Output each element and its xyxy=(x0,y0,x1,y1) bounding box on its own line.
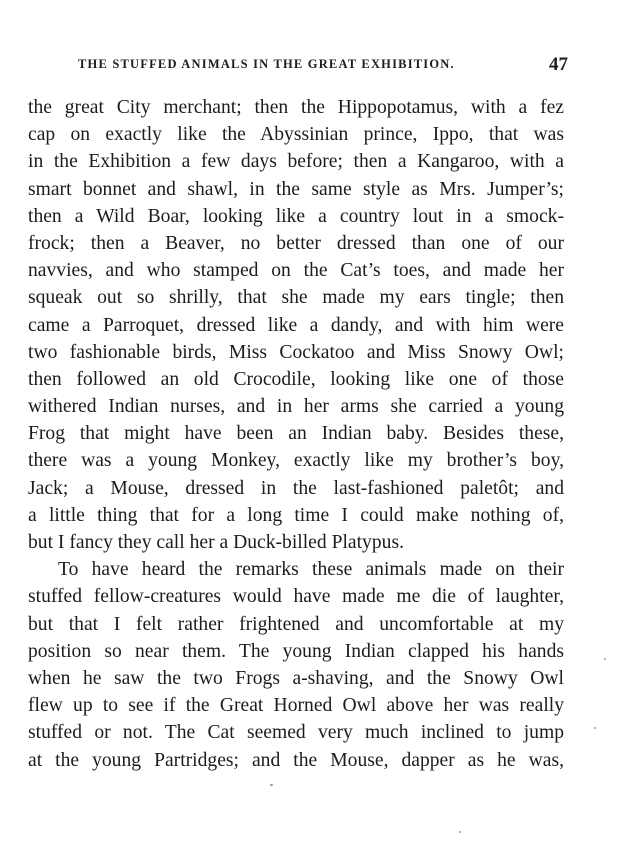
text-line: frock; then a Beaver, no better dressed than one of our xyxy=(28,232,564,254)
text-line: position so near them. The young Indian clapped his hands xyxy=(28,640,564,662)
text-line: squeak out so shrilly, that she made my ears tingle; then xyxy=(28,287,564,309)
page-number: 47 xyxy=(549,54,568,75)
text-line: withered Indian nurses, and in her arms she carried a young xyxy=(28,396,564,418)
paragraph-start-line: To have heard the remarks these animals made on their xyxy=(58,559,564,581)
text-line: then a Wild Boar, looking like a country lout in a smock- xyxy=(28,205,564,227)
text-line: flew up to see if the Great Horned Owl above her was really xyxy=(28,695,564,717)
text-line: stuffed fellow-creatures would have made me die of laughter, xyxy=(28,586,564,608)
body-text xyxy=(28,94,564,774)
text-line: stuffed or not. The Cat seemed very much inclined to jump xyxy=(28,722,564,744)
text-line: two fashionable birds, Miss Cockatoo and Miss Snowy Owl; xyxy=(28,341,564,363)
scan-speck xyxy=(459,831,461,833)
text-line: cap on exactly like the Abyssinian prince, Ippo, that was xyxy=(28,124,564,146)
text-line: the great City merchant; then the Hippopotamus, with a fez xyxy=(28,97,564,118)
running-header xyxy=(78,55,568,81)
scan-speck xyxy=(270,784,273,786)
text-line: in the Exhibition a few days before; then a Kangaroo, with a xyxy=(28,151,564,173)
text-line: Frog that might have been an Indian baby. Besides these, xyxy=(28,423,564,445)
paragraph-end-line: but I fancy they call her a Duck-billed Platypus. xyxy=(28,532,404,553)
text-line: smart bonnet and shawl, in the same style as Mrs. Jumper’s; xyxy=(28,178,564,200)
text-line: came a Parroquet, dressed like a dandy, and with him were xyxy=(28,314,564,336)
text-line: navvies, and who stamped on the Cat’s toes, and made her xyxy=(28,260,564,282)
text-line: when he saw the two Frogs a-shaving, and the Snowy Owl xyxy=(28,667,564,689)
text-line: there was a young Monkey, exactly like my brother’s boy, xyxy=(28,450,564,472)
scan-speck xyxy=(594,727,596,729)
text-line: Jack; a Mouse, dressed in the last-fashioned paletôt; and xyxy=(28,477,564,499)
text-line: a little thing that for a long time I could make nothing of, xyxy=(28,504,564,526)
text-line: but that I felt rather frightened and uncomfortable at my xyxy=(28,613,564,635)
scan-speck xyxy=(604,658,606,660)
text-line: at the young Partridges; and the Mouse, dapper as he was, xyxy=(28,749,564,771)
running-title: THE STUFFED ANIMALS IN THE GREAT EXHIBITION. xyxy=(78,57,455,71)
text-line: then followed an old Crocodile, looking like one of those xyxy=(28,368,564,390)
